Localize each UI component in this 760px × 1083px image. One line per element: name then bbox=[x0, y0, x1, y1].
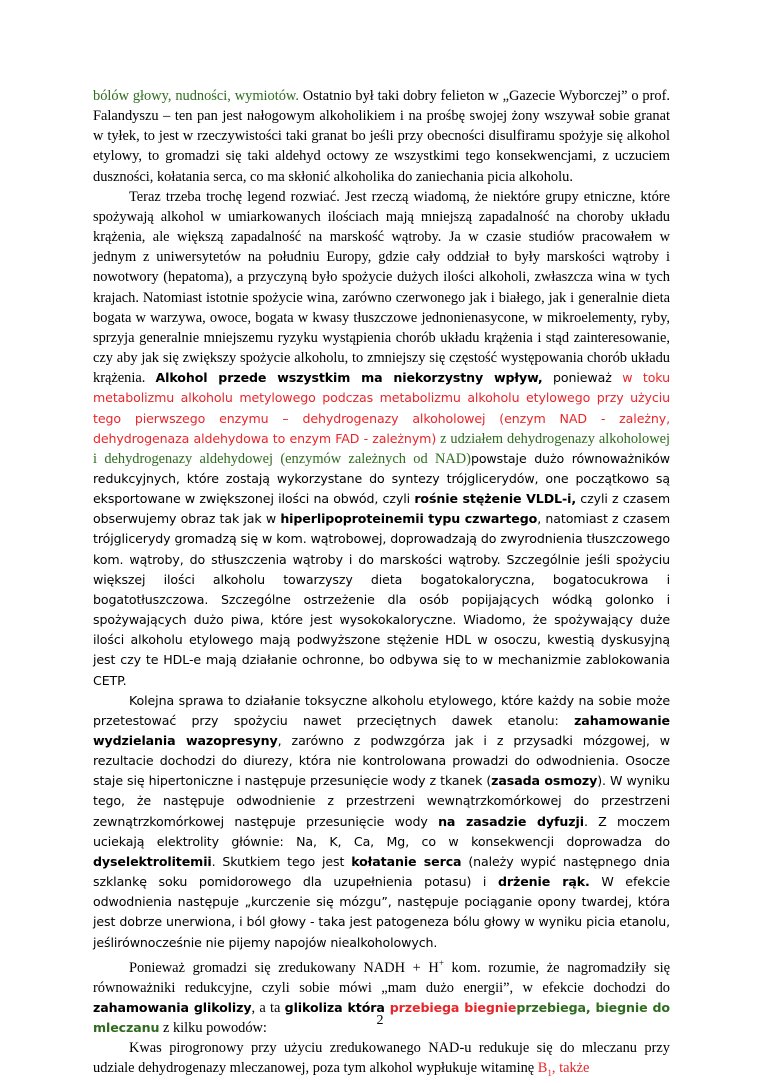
text-run: powstaje dużo równoważników redukcyjnych, które zostają wykorzystane do syntezy trójglicerydów, one początkowo są eksportowane w zwiększonej ilości na obwód, czyli bbox=[93, 450, 670, 507]
vitamin-letter: B bbox=[537, 1060, 548, 1077]
highlight-green-bold: przebiega, biegnie do mleczanu bbox=[93, 999, 670, 1035]
subscript: 1 bbox=[547, 1068, 552, 1079]
highlight-red-bold: przebiega biegnie bbox=[389, 999, 517, 1015]
bold-phrase: na zasadzie dyfuzji bbox=[438, 813, 584, 829]
bold-phrase: hiperlipoproteinemii typu czwartego bbox=[280, 511, 538, 527]
bold-phrase: Alkohol przede wszystkim ma niekorzystny wpływ, bbox=[155, 370, 543, 386]
paragraph-5 bbox=[93, 1038, 670, 1083]
paragraph-3 bbox=[93, 691, 670, 953]
text-run: W efekcie odwodnienia następuje „kurczenie się mózgu”, następuje pociąganie opony twardej, która jest dobrze unerwiona, i ból głowy - taka jest patogeneza bólu głowy w wyniku picia etanolu, jeślirównocześnie nie pijemy napojów niealkoholowych. bbox=[93, 874, 671, 950]
text-run: , także bbox=[551, 1060, 590, 1077]
bold-phrase: kołatanie serca bbox=[351, 853, 462, 869]
text-run: ). W wyniku tego, że następuje odwodnienie z przestrzeni wewnątrzkomórkowej do przestrzeni zewnątrzkomórkowej następuje przesunięcie wody bbox=[93, 773, 670, 829]
bold-phrase: rośnie stężenie VLDL-i, bbox=[414, 491, 577, 507]
text-run: czyli z czasem obserwujemy obraz tak jak w bbox=[93, 491, 671, 527]
text-run: Kwas pirogronowy przy użyciu zredukowanego NAD-u redukuje się do mleczanu przy udziale dehydrogenazy mleczanowej, poza tym alkohol wypłukuje witaminę bbox=[93, 1040, 670, 1077]
highlight-green: z udziałem dehydrogenazy alkoholowej i dehydrogenazy aldehydowej (enzymów zależnych od NAD) bbox=[93, 430, 670, 467]
text-run: kom. rozumie, że nagromadziły się równoważniki redukcyjne, czyli sobie mówi „mam dużo energii”, w efekcie dochodzi do bbox=[93, 959, 670, 996]
bold-phrase: glikoliza która bbox=[284, 999, 390, 1015]
paragraph-2 bbox=[93, 187, 670, 691]
text-run: , a ta bbox=[251, 999, 285, 1016]
highlight-red bbox=[537, 1060, 590, 1079]
text-run: (należy wypić następnego dnia szklankę soku pomidorowego dla uzupełnienia potasu) i bbox=[93, 853, 670, 890]
text-run: , natomiast z czasem trójglicerydy gromadzą się w kom. wątrobowej, doprowadzają do zwyrodnienia tłuszczowego kom. wątroby, do stłuszczenia wątroby i do marskości wątroby. Szczególnie jeśli spożyciu większej ilości alkoholu towarzyszy dieta bogatokaloryczna, bogatocukrowa i bogatotłuszczowa. Szczególne ostrzeżenie dla osób popijających wódką golonko i spożywających dużo piwa, które jest wysokokaloryczne. Wiadomo, że spożywający duże ilości alkoholu etylowego mają podwyższone stężenie HDL w osoczu, kwestią dyskusyjną jest czy te HDL-e mają działanie ochronne, bo odbywa się to w mechanizmie zablokowania CETP. bbox=[93, 511, 671, 688]
text-run: . Z moczem uciekają elektrolity głównie: Na, K, Ca, Mg, co w konsekwencji doprowadza do bbox=[93, 813, 670, 849]
highlight-red: w toku metabolizmu alkoholu metylowego podczas metabolizmu alkoholu etylowego bbox=[93, 370, 670, 406]
text-run: Kolejna sprawa to działanie toksyczne alkoholu etylowego, które każdy na sobie może przetestować przy spożyciu nawet przeciętnych dawek etanolu: bbox=[93, 692, 670, 728]
body-text bbox=[93, 86, 670, 1083]
bold-phrase: dyselektrolitemii bbox=[93, 853, 212, 869]
bold-phrase: zahamowania glikolizy bbox=[93, 999, 252, 1015]
bold-phrase: zasada osmozy bbox=[491, 773, 598, 789]
superscript: + bbox=[438, 957, 444, 968]
text-run: ponieważ bbox=[542, 370, 623, 386]
text-run: z kilku powodów: bbox=[159, 1019, 267, 1036]
text-run: Ponieważ gromadzi się zredukowany NADH + H bbox=[129, 959, 439, 976]
bold-phrase: drżenie rąk. bbox=[497, 874, 590, 890]
paragraph-1 bbox=[93, 86, 670, 187]
text-run: Ostatnio był taki dobry felieton w „Gazecie Wyborczej” o prof. Falandyszu – ten pan jest nałogowym alkoholikiem i na prośbę swojej żony wszywał sobie granat w tyłek, to jest w rzeczywistości taki granat bo jeśli przy obecności disulfiramu spożyje się alkohol etylowy, to gromadzi się taki aldehyd octowy ze wszystkimi tego konsekwencjami, z uczuciem duszności, kołatania serca, co ma skłonić alkoholika do zaniechania picia alkoholu. bbox=[93, 88, 670, 185]
bold-phrase: zahamowanie wydzielania wazopresyny bbox=[93, 712, 670, 748]
text-run: . Skutkiem tego jest bbox=[211, 853, 352, 869]
highlight-green: bólów głowy, nudności, wymiotów. bbox=[93, 88, 299, 104]
page-number: 2 bbox=[376, 1013, 384, 1028]
highlight-red: przy użyciu tego pierwszego enzymu – dehydrogenazy alkoholowej (enzym NAD - zależny, dehydrogenaza aldehydowa to enzym FAD - zależnym) bbox=[93, 390, 670, 446]
text-run: Teraz trzeba trochę legend rozwiać. Jest rzeczą wiadomą, że niektóre grupy etniczne, które spożywają alkohol w umiarkowanych ilościach mają mniejszą zapadalność na choroby układu krążenia, ale większą zapadalność na marskość wątroby. Ja w czasie studiów pracowałem w jednym z uniwersytetów na południu Europy, gdzie cały oddział to były marskości wątroby i nowotwory (hepatoma), a przyczyną było spożycie dużych ilości alkoholi, zwłaszcza wina w tych krajach. Natomiast istotnie spożycie wina, zarówno czerwonego jak i białego, jak i generalnie dieta bogata w warzywa, owoce, bogata w kwasy tłuszczowe jednonienasycone, w mikroelementy, ryby, sprzyja generalnie mniejszemu ryzyku wystąpienia chorób układu krążenia i stąd zainteresowanie, czy aby jak się zwiększy spożycie alkoholu, to zmniejszy się częstość występowania chorób układu krążenia. bbox=[93, 188, 670, 387]
text-run: , zarówno z podwzgórza jak i z przysadki mózgowej, w rezultacie dochodzi do diurezy, która nie kontrolowana prowadzi do odwodnienia. Osocze staje się hipertoniczne i następuje przesunięcie wody z tkanek ( bbox=[93, 733, 670, 789]
